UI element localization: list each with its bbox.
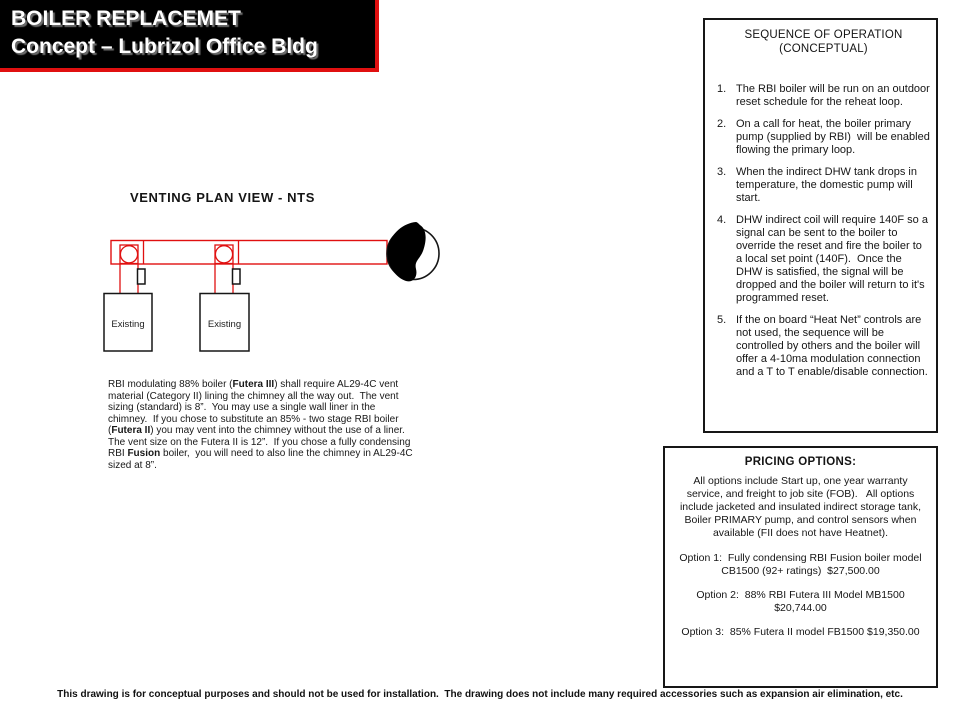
pricing-option-3: Option 3: 85% Futera II model FB1500 $19,350.00 <box>681 626 920 638</box>
venting-plan-label: VENTING PLAN VIEW - NTS <box>130 190 315 205</box>
venting-plan-drawing <box>90 215 450 365</box>
existing-boiler-2-label: Existing <box>207 319 242 330</box>
damper-box-2 <box>233 269 241 284</box>
sequence-title-line2: (CONCEPTUAL) <box>779 43 868 55</box>
pricing-options-box <box>663 446 938 688</box>
sequence-item-text: If the on board “Heat Net” controls are not used, the sequence will be controlled by others and the boiler will offer a 4-10ma modulation connection and a T to T enable/disable connection. <box>736 314 928 378</box>
vent-connector-circle-1 <box>120 246 137 263</box>
pricing-intro-text: All options include Start up, one year warranty service, and freight to job site (FOB). All options include jacketed and insulated indirect storage tank, Boiler PRIMARY pump, and control sensors when available (FII does not have Heatnet). <box>679 475 927 539</box>
slide-title-line1: BOILER REPLACEMET <box>11 7 241 30</box>
sequence-item-number: 2. <box>717 118 727 130</box>
vent-connector-circle-2 <box>215 246 232 263</box>
sequence-of-operation-box <box>703 18 938 433</box>
sequence-item <box>717 314 930 379</box>
sequence-item-text: On a call for heat, the boiler primary pump (supplied by RBI) will be enabled flowing the primary loop. <box>736 118 933 156</box>
slide-title-line2: Concept – Lubrizol Office Bldg <box>11 35 318 58</box>
pricing-box-title: PRICING OPTIONS: <box>744 456 857 468</box>
vent-sizing-note: RBI modulating 88% boiler (Futera III) shall require AL29-4C vent material (Category II) lining the chimney all the way out. The vent sizing (standard) is 8”. You may use a single wall liner in the chimney. If you chose to substitute an 85% - two stage RBI boiler (Futera II) you may vent into the chimney without the use of a liner. The vent size on the Futera II is 12”. If you chose a fully condensing RBI Fusion boiler, you will need to also line the chimney in AL29-4C sized at 8”. <box>108 379 416 471</box>
sequence-title-line1: SEQUENCE OF OPERATION <box>744 29 903 41</box>
sequence-item-number: 1. <box>717 83 727 95</box>
sequence-item-text: When the indirect DHW tank drops in temperature, the domestic pump will start. <box>736 166 921 204</box>
sequence-item <box>717 166 930 205</box>
sequence-item-number: 3. <box>717 166 727 178</box>
pricing-option-2: Option 2: 88% RBI Futera III Model MB1500 $20,744.00 <box>696 589 908 614</box>
slide-title-box <box>0 0 379 72</box>
vent-duct <box>111 241 387 265</box>
sequence-item-text: The RBI boiler will be run on an outdoor reset schedule for the reheat loop. <box>736 83 933 108</box>
damper-box-1 <box>138 269 146 284</box>
sequence-item-number: 4. <box>717 214 727 226</box>
existing-boiler-1-label: Existing <box>111 319 145 330</box>
sequence-item-number: 5. <box>717 314 727 326</box>
sequence-item <box>717 83 933 109</box>
sequence-box-title <box>717 28 930 56</box>
sequence-item-text: DHW indirect coil will require 140F so a signal can be sent to the boiler to override the reset and fire the boiler to a local set point (140F). Once the DHW is satisfied, the signal will be dropped and the boiler will return to it's programmed reset. <box>736 214 932 304</box>
pricing-option-1: Option 1: Fully condensing RBI Fusion boiler model CB1500 (92+ ratings) $27,500.00 <box>679 552 925 577</box>
disclaimer-text: This drawing is for conceptual purposes and should not be used for installation. The drawing does not include many required accessories such as expansion air elimination, etc. <box>57 689 903 700</box>
sequence-item <box>717 214 930 305</box>
sequence-item <box>717 118 933 157</box>
